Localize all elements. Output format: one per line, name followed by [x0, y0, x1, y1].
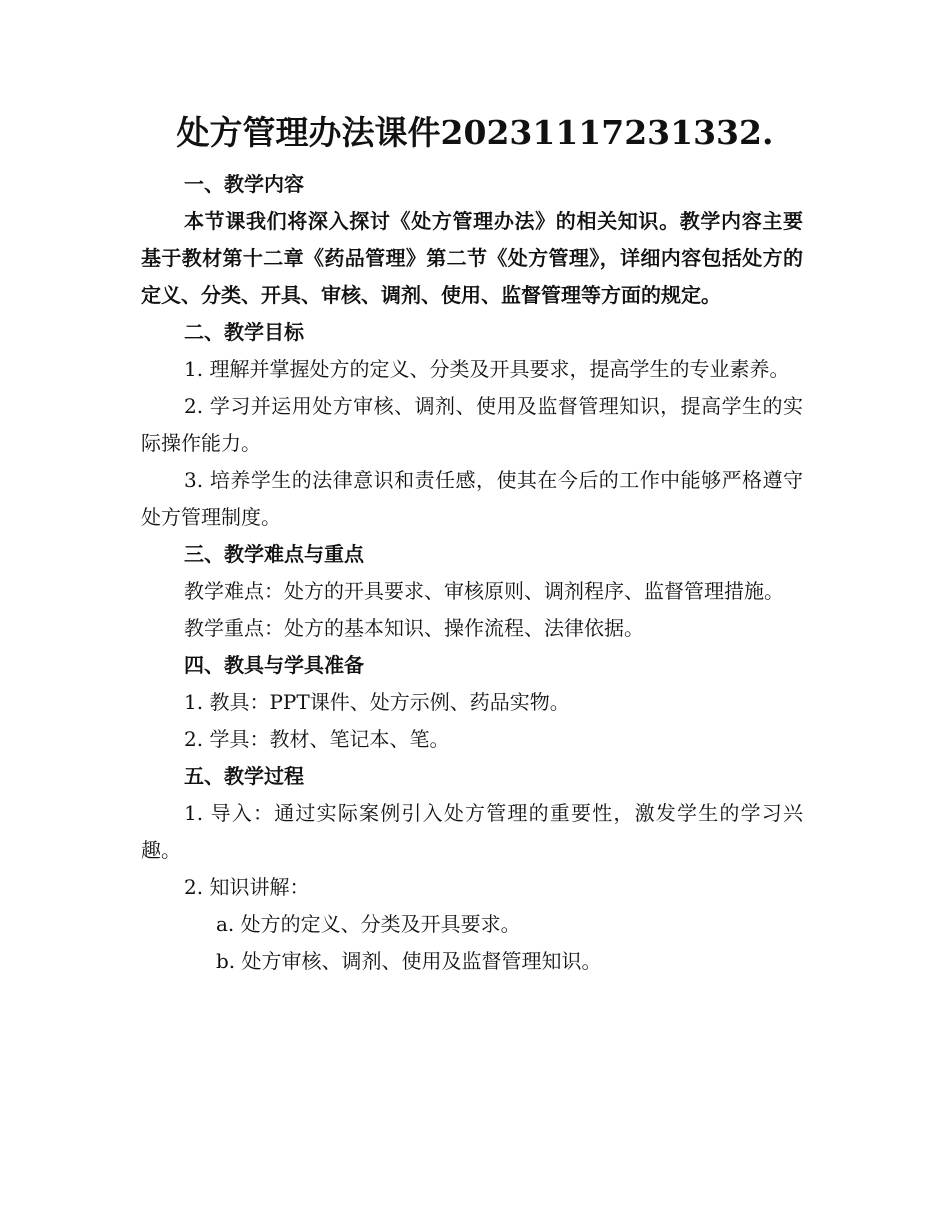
objective-item: 2. 学习并运用处方审核、调剂、使用及监督管理知识，提高学生的实际操作能力。 — [141, 394, 803, 455]
objective-item: 1. 理解并掌握处方的定义、分类及开具要求，提高学生的专业素养。 — [184, 357, 790, 381]
document-body — [141, 166, 803, 980]
teaching-content-paragraph: 本节课我们将深入探讨《处方管理办法》的相关知识。教学内容主要基于教材第十二章《药品管理》第二节《处方管理》，详细内容包括处方的定义、分类、开具、审核、调剂、使用、监督管理等方面的规定。 — [141, 209, 803, 307]
process-subitem: b. 处方审核、调剂、使用及监督管理知识。 — [216, 949, 602, 973]
teaching-aid-item: 1. 教具：PPT课件、处方示例、药品实物。 — [184, 690, 570, 714]
section-heading-teaching-aids: 四、教具与学具准备 — [184, 653, 364, 677]
section-heading-difficulties-key-points: 三、教学难点与重点 — [184, 542, 364, 566]
teaching-key-point: 教学重点：处方的基本知识、操作流程、法律依据。 — [184, 616, 644, 640]
section-heading-teaching-process: 五、教学过程 — [184, 764, 304, 788]
teaching-difficulty: 教学难点：处方的开具要求、审核原则、调剂程序、监督管理措施。 — [184, 579, 784, 603]
document-title: 处方管理办法课件20231117231332. — [176, 113, 774, 152]
process-item: 1. 导入：通过实际案例引入处方管理的重要性，激发学生的学习兴趣。 — [141, 801, 803, 862]
section-heading-teaching-content: 一、教学内容 — [184, 172, 304, 196]
process-subitem: a. 处方的定义、分类及开具要求。 — [216, 912, 521, 936]
section-heading-teaching-objectives: 二、教学目标 — [184, 320, 304, 344]
teaching-aid-item: 2. 学具：教材、笔记本、笔。 — [184, 727, 450, 751]
process-item: 2. 知识讲解： — [184, 875, 310, 899]
objective-item: 3. 培养学生的法律意识和责任感，使其在今后的工作中能够严格遵守处方管理制度。 — [141, 468, 803, 529]
